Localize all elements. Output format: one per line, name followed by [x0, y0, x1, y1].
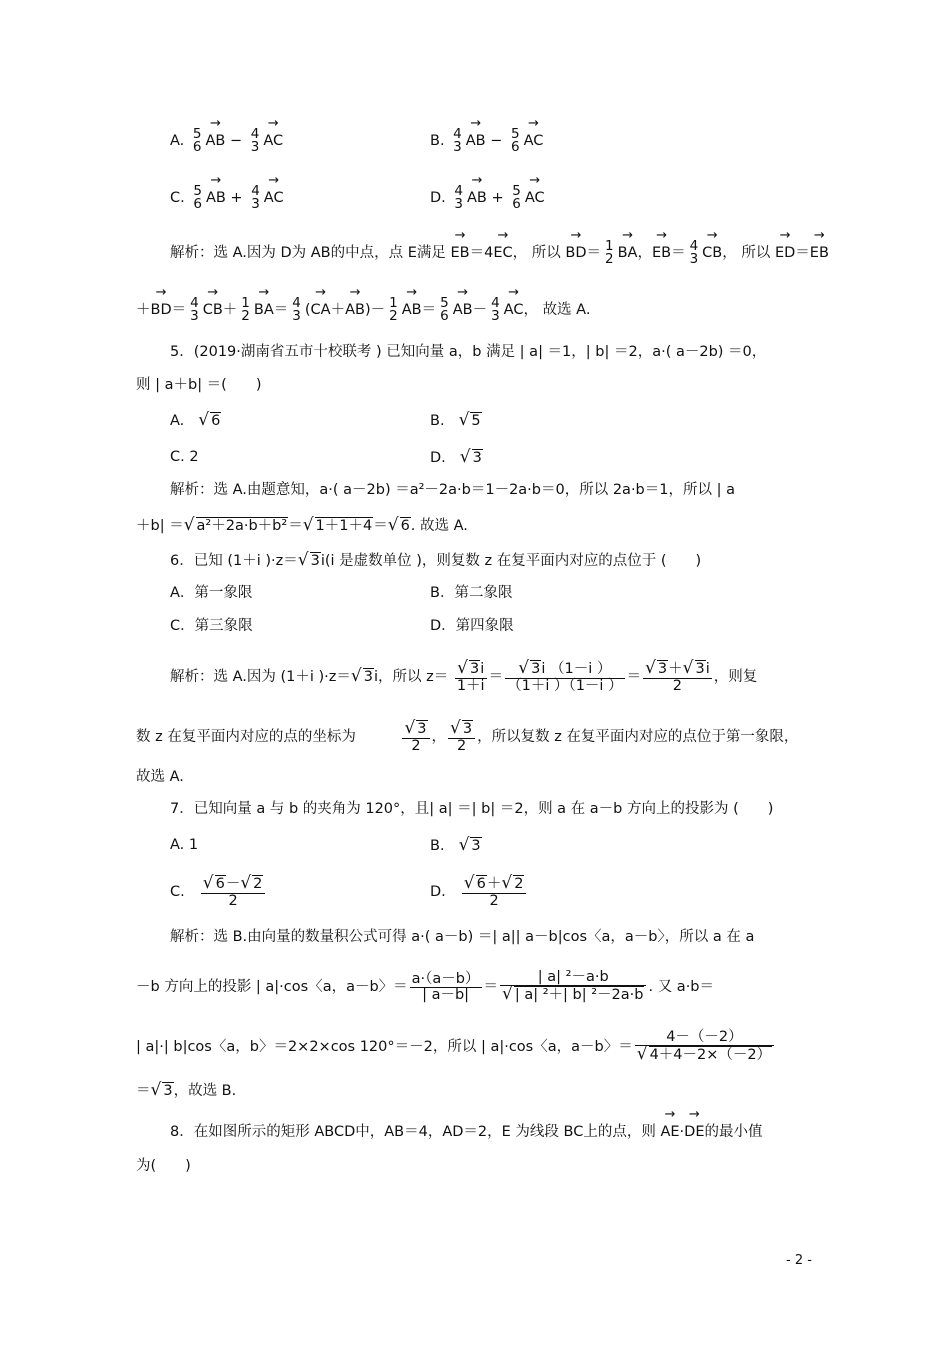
- q6-solution-line3: 故选 A.: [136, 769, 184, 785]
- vector: → AB: [205, 131, 225, 151]
- vector: → CA: [311, 300, 331, 320]
- vector: → EB: [652, 243, 671, 263]
- fraction: 4 3: [190, 295, 199, 324]
- q5-option-b: B. √ 5: [430, 410, 481, 430]
- vector: → AC: [263, 131, 283, 151]
- fraction: 1 2: [389, 295, 398, 324]
- fraction: $\frac{a\cdot(a-b)}{| a-b|}$: [411, 970, 480, 1003]
- vector: → CB: [203, 300, 223, 320]
- fraction: 5 6: [192, 126, 202, 155]
- fraction: 4 3: [251, 183, 260, 212]
- fraction: 4 3: [292, 295, 301, 324]
- q4-option-b: B. 4 3 → AB − 5 6 → AC: [430, 128, 543, 154]
- vector: → BD: [151, 300, 172, 320]
- q5-option-c: C. 2: [170, 449, 199, 465]
- q7-option-a: A. 1: [170, 837, 199, 853]
- fraction: $\frac{√ 3+√ 3i}{2}$: [645, 658, 710, 694]
- q4-option-c: C. 5 6 → AB + 4 3 → AC: [170, 185, 284, 211]
- fraction: 4 3: [689, 238, 699, 267]
- vector: → AB: [453, 300, 473, 320]
- fraction: 4 3: [250, 126, 260, 155]
- vector: → AC: [525, 188, 545, 208]
- vector: → BA: [254, 300, 274, 320]
- q6-option-d: D．第四象限: [430, 618, 514, 634]
- q5-option-d: D. √ 3: [430, 447, 482, 467]
- q5-solution-line1: 解析：选 A.由题意知，a·( a－2b) ＝a²－2a·b＝1－2a·b＝0，所以 2a·b＝1，所以 | a: [170, 482, 735, 498]
- q4-solution-line2: ＋→ BD＝ 4 3 → CB＋ 1 2 → BA＝ 4 3 (→ CA＋→ AB)－ 1 2 → AB＝ 5 6 → AB－ 4 3 → AC， 故选 A.: [136, 297, 590, 323]
- option-label: A.: [170, 133, 185, 149]
- fraction: 4 3: [453, 126, 462, 155]
- vector: → AC: [524, 131, 544, 151]
- fraction: 4 3: [454, 183, 463, 212]
- vector: → AB: [206, 188, 226, 208]
- q5-stem: 5．(2019·湖南省五市十校联考 ) 已知向量 a，b 满足 | a| ＝1，| b| ＝2，a·( a－2b) ＝0，: [170, 344, 767, 360]
- vector: → CB: [702, 243, 722, 263]
- fraction: 1 2: [241, 295, 250, 324]
- q7-option-c: C. $\frac{√ 6-√ 2}{2}$: [170, 875, 267, 909]
- q7-option-b: B. √ 3: [430, 835, 481, 855]
- vector: → DE: [684, 1122, 704, 1142]
- q4-solution-line1: 解析：选 A.因为 D为 AB的中点，点 E满足 → EB＝4→ EC， 所以 → BD＝ 1 2 → BA，→ EB＝ 4 3 → CB， 所以 → ED＝→ EB: [170, 240, 829, 266]
- page-number: - 2 -: [786, 1253, 812, 1268]
- fraction: $\frac{√ 3}{2}$: [448, 720, 475, 754]
- vector: → AE: [660, 1122, 679, 1142]
- q7-solution-line4: ＝√ 3，故选 B.: [136, 1080, 237, 1100]
- q5-option-a: A. √ 6: [170, 410, 221, 430]
- vector: → BD: [565, 243, 586, 263]
- vector: → EB: [451, 243, 470, 263]
- q6-solution-line2: 数 z 在复平面内对应的点的坐标为 $\frac{√ 3}{2}$ ， $\frac{√ 3}{2}$ ，所以复数 z 在复平面内对应的点位于第一象限，: [136, 718, 799, 754]
- vector: → AC: [264, 188, 284, 208]
- q6-option-a: A．第一象限: [170, 585, 253, 601]
- q6-option-c: C．第三象限: [170, 618, 253, 634]
- q4-option-d: D. 4 3 → AB + 5 6 → AC: [430, 185, 545, 211]
- fraction: $\frac{√ 3i (1-i )}{(1+i )(1-i )}$: [507, 658, 623, 694]
- vector: → AB: [345, 300, 365, 320]
- fraction: $\frac{√ 6-√ 2}{2}$: [201, 875, 266, 909]
- q6-solution-line1: 解析：选 A.因为 (1＋i )·z＝√ 3i，所以 z＝ $\frac{√ 3i}{1+i}$ ＝ $\frac{√ 3i (1-i )}{(1+i )(1-i )}$ ＝ $\frac{√ 3+√ 3i}{2}$ ，则复: [170, 658, 758, 694]
- vector: → AB: [466, 131, 486, 151]
- fraction: $\frac{√ 3}{2}$: [402, 720, 429, 754]
- q6-stem: 6．已知 (1＋i )·z＝√ 3i(i 是虚数单位 )，则复数 z 在复平面内对应的点位于 ( ): [170, 550, 702, 570]
- option-label: D.: [430, 190, 446, 206]
- fraction: 5 6: [511, 126, 520, 155]
- vector: → BA: [618, 243, 638, 263]
- q8-stem-cont: 为( ): [136, 1158, 191, 1174]
- q5-solution-line2: ＋b| ＝√ a²＋2a·b＋b²＝√ 1＋1＋4＝√ 6. 故选 A.: [136, 515, 468, 535]
- fraction: 5 6: [512, 183, 521, 212]
- fraction: $\frac{√ 3i}{1+i}$: [456, 658, 485, 694]
- fraction: $\frac{\text{| a| ²－a·b}}{\text{√ | a| ²＋| b| ²－2a·b}}$: [500, 970, 646, 1004]
- option-label: B.: [430, 133, 445, 149]
- vector: → ED: [775, 243, 795, 263]
- q7-solution-line1: 解析：选 B.由向量的数量积公式可得 a·( a－b) ＝| a|| a－b|cos〈a，a－b〉，所以 a 在 a: [170, 929, 755, 945]
- q6-option-b: B．第二象限: [430, 585, 513, 601]
- q7-stem: 7．已知向量 a 与 b 的夹角为 120°，且| a| ＝| b| ＝2，则 a 在 a－b 方向上的投影为 ( ): [170, 801, 774, 817]
- fraction: 5 6: [193, 183, 202, 212]
- q7-solution-line2: －b 方向上的投影 | a|·cos〈a，a－b〉＝ $\frac{a\cdot(a-b)}{| a-b|}$ ＝ $\frac{\text{| a| ²－a·b}}{\text{√ | a| ²＋| b| ²－2a·b}}$ . 又 a·b＝: [136, 969, 715, 1004]
- option-label: C.: [170, 190, 185, 206]
- fraction: 5 6: [440, 295, 449, 324]
- vector: → EC: [493, 243, 512, 263]
- fraction: 4 3: [491, 295, 500, 324]
- q5-stem-cont: 则 | a＋b| ＝( ): [136, 377, 262, 393]
- vector: → AB: [402, 300, 422, 320]
- q8-stem: 8．在如图所示的矩形 ABCD中，AB＝4，AD＝2，E 为线段 BC上的点，则 → AE·→ DE的最小值: [170, 1122, 762, 1142]
- q4-option-a: A. 5 6 → AB − 4 3 → AC: [170, 128, 283, 154]
- vector: → AB: [467, 188, 487, 208]
- fraction: $\frac{√ 6+√ 2}{2}$: [462, 875, 527, 909]
- vector: → EB: [810, 243, 829, 263]
- vector: → AC: [504, 300, 524, 320]
- q7-option-d: D. $\frac{√ 6+√ 2}{2}$: [430, 875, 528, 909]
- fraction: $\frac{4-(-2)}{√ 4+4-2\times(-2)}$: [635, 1030, 774, 1064]
- fraction: 1 2: [605, 238, 614, 267]
- q7-solution-line3: | a|·| b|cos〈a，b〉＝2×2×cos 120°＝－2，所以 | a|·cos〈a，a－b〉＝ $\frac{4-(-2)}{√ 4+4-2\times(-2)}$: [136, 1030, 776, 1064]
